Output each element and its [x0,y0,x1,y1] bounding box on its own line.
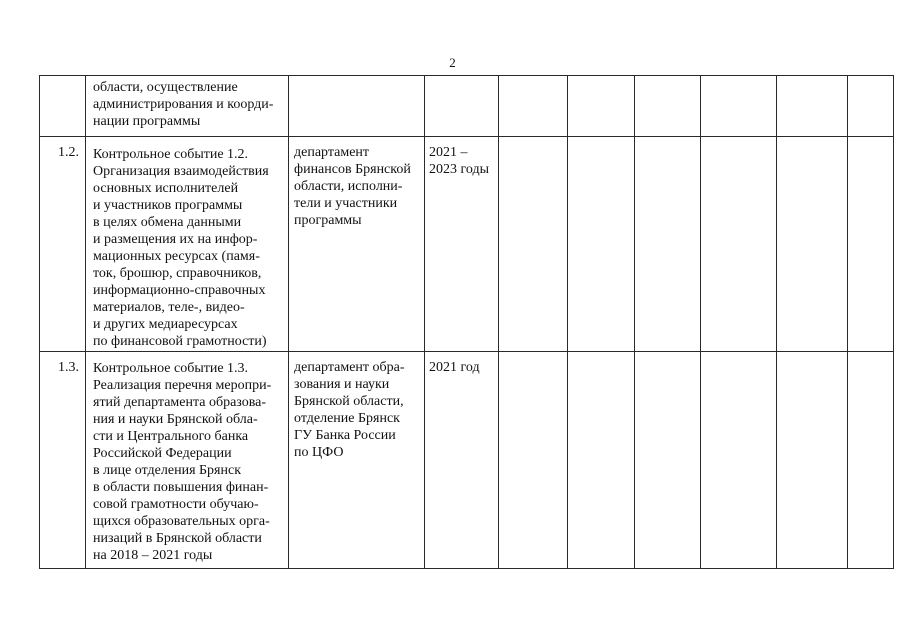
cell-executor [289,352,425,569]
executor: департамент финансов Брянской области, исполни- тели и участники программы [294,145,411,228]
page-number: 2 [449,55,456,70]
cell-executor [289,76,425,137]
cell-empty [568,137,635,352]
cell-empty [499,76,568,137]
cell-empty [701,137,777,352]
cell-empty [777,76,848,137]
executor: департамент обра- зования и науки Брянской области, отделение Брянск ГУ Банка России по ЦФО [294,360,405,460]
table-row [40,76,894,137]
cell-empty [848,137,894,352]
cell-event-name [86,352,289,569]
cell-empty [499,352,568,569]
period: 2021 год [429,360,480,375]
cell-empty [635,352,701,569]
cell-empty [701,76,777,137]
cell-period [425,137,499,352]
cell-number [40,137,86,352]
cell-number [40,352,86,569]
table-row [40,352,894,569]
table-row [40,137,894,352]
cell-empty [635,76,701,137]
event-name: области, осуществление администрирования и коорди- нации программы [93,80,274,129]
cell-empty [499,137,568,352]
cell-period [425,352,499,569]
cell-period [425,76,499,137]
cell-executor [289,137,425,352]
cell-empty [701,352,777,569]
cell-empty [568,352,635,569]
row-number [40,76,85,83]
cell-event-name [86,137,289,352]
executor [289,76,424,83]
program-events-table [39,75,894,569]
cell-number [40,76,86,137]
period [425,76,498,83]
event-name: Контрольное событие 1.3. Реализация перечня меропри- ятий департамента образова- ния и науки Брянской обла- сти и Центрального банка Российской Федерации в лице отделения Брянск в области повышения финан- совой грамотности обучаю- щихся образовательных орга- низаций в Брянской области на 2018 – 2021 годы [93,361,272,563]
cell-empty [568,76,635,137]
row-number: 1.2. [58,145,79,160]
cell-empty [635,137,701,352]
cell-empty [848,352,894,569]
period: 2021 – 2023 годы [429,145,490,177]
cell-empty [848,76,894,137]
row-number: 1.3. [58,360,79,375]
cell-empty [777,352,848,569]
event-name: Контрольное событие 1.2. Организация взаимодействия основных исполнителей и участников программы в целях обмена данными и размещения их на инфор- мационных ресурсах (памя- ток, брошюр, справочников, информационно-справочных материалов, теле-, видео- и других медиаресурсах по финансовой грамотности) [93,147,269,349]
cell-empty [777,137,848,352]
cell-event-name [86,76,289,137]
